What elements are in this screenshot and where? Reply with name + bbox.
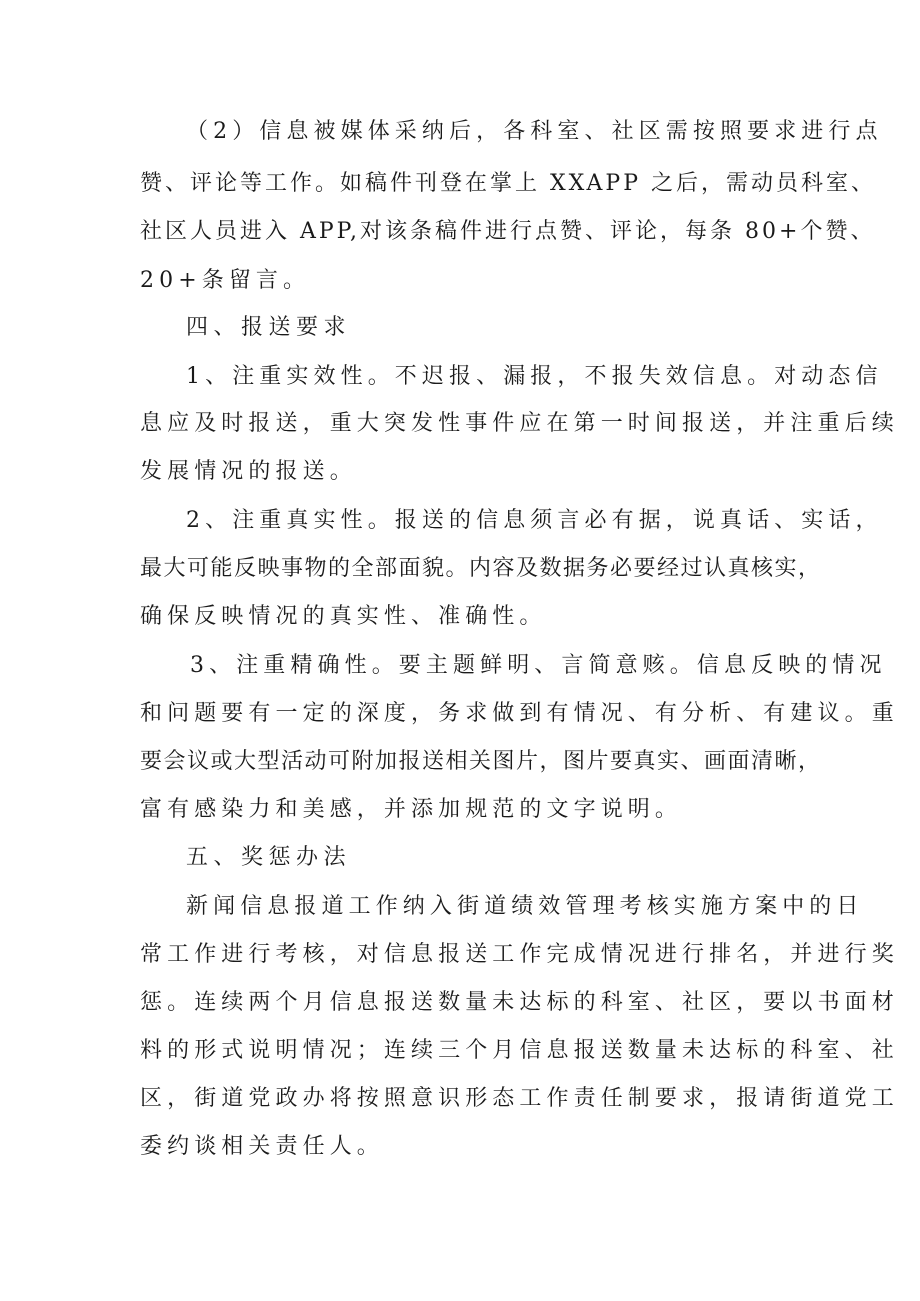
paragraph-line: 要会议或大型活动可附加报送相关图片，图片要真实、画面清晰， <box>140 749 822 774</box>
paragraph-line: 息应及时报送，重大突发性事件应在第一时间报送，并注重后续 <box>140 411 899 436</box>
paragraph-line: 最大可能反映事物的全部面貌。内容及数据务必要经过认真核实， <box>140 556 822 581</box>
paragraph-line: 赞、评论等工作。如稿件刊登在掌上 XXAPP 之后，需动员科室、 <box>140 171 877 196</box>
paragraph-line: 常工作进行考核，对信息报送工作完成情况进行排名，并进行奖 <box>140 942 899 967</box>
paragraph-line: 20+条留言。 <box>140 268 311 293</box>
paragraph-line: 富有感染力和美感，并添加规范的文字说明。 <box>140 797 683 822</box>
paragraph-line: 惩。连续两个月信息报送数量未达标的科室、社区，要以书面材 <box>140 990 899 1015</box>
paragraph-line: 2、注重真实性。报送的信息须言必有据，说真话、实话， <box>186 508 883 533</box>
paragraph-line: 发展情况的报送。 <box>140 459 357 484</box>
section-heading: 五、奖惩办法 <box>186 845 352 870</box>
paragraph-line: （2）信息被媒体采纳后，各科室、社区需按照要求进行点 <box>186 119 883 144</box>
paragraph-line: 3、注重精确性。要主题鲜明、言简意赅。信息反映的情况 <box>190 653 887 678</box>
paragraph-line: 和问题要有一定的深度，务求做到有情况、有分析、有建议。重 <box>140 701 899 726</box>
paragraph-line: 委约谈相关责任人。 <box>140 1134 384 1159</box>
paragraph-line: 1、注重实效性。不迟报、漏报，不报失效信息。对动态信 <box>186 364 883 389</box>
paragraph-line: 确保反映情况的真实性、准确性。 <box>140 604 547 629</box>
paragraph-line: 社区人员进入 APP,对该条稿件进行点赞、评论，每条 80+个赞、 <box>140 219 876 244</box>
section-heading: 四、报送要求 <box>186 315 352 340</box>
paragraph-line: 料的形式说明情况；连续三个月信息报送数量未达标的科室、社 <box>140 1038 899 1063</box>
paragraph-line: 新闻信息报道工作纳入街道绩效管理考核实施方案中的日 <box>186 894 864 919</box>
paragraph-line: 区，街道党政办将按照意识形态工作责任制要求，报请街道党工 <box>140 1086 899 1111</box>
